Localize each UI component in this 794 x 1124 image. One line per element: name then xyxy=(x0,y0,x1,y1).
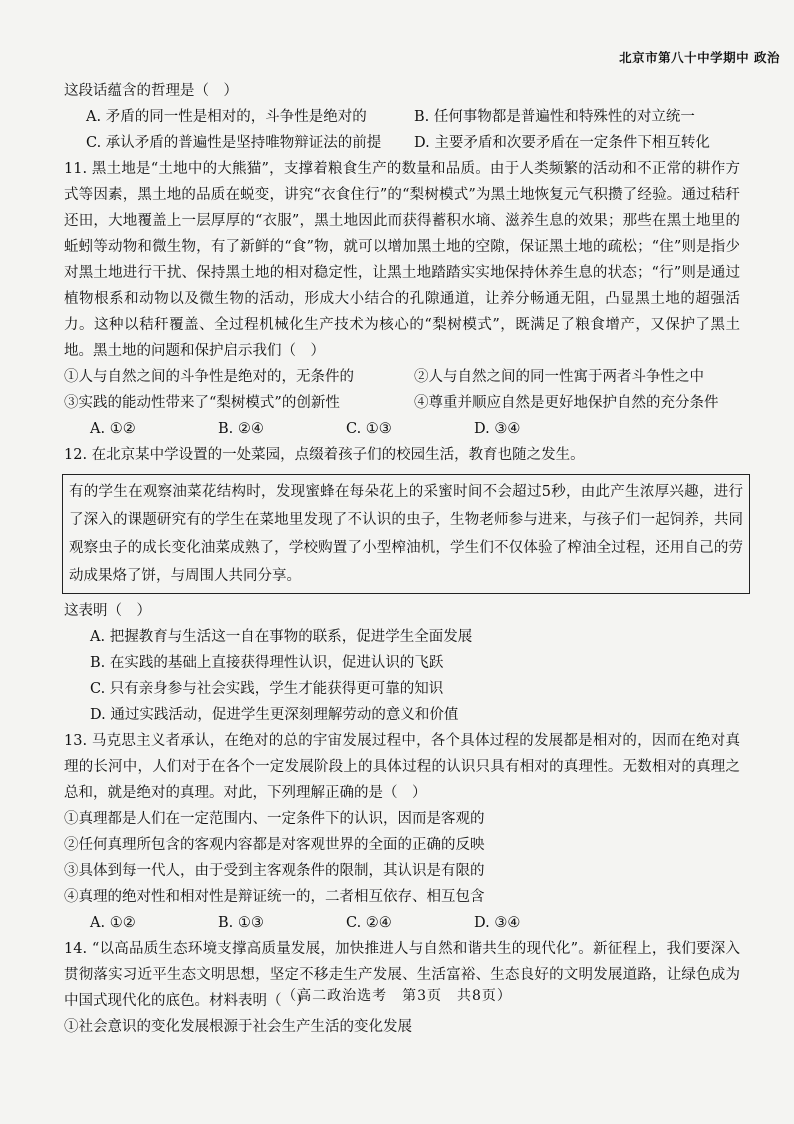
q10-stem: 这段话蕴含的哲理是（ ） xyxy=(64,83,238,99)
q12-option-a: A. 把握教育与生活这一自在事物的联系，促进学生全面发展 xyxy=(90,629,473,645)
q12-prompt: 这表明（ ） xyxy=(64,603,151,619)
q10-option-c: C. 承认矛盾的普遍性是坚持唯物辩证法的前提 xyxy=(86,135,382,151)
q12-option-d: D. 通过实践活动，促进学生更深刻理解劳动的意义和价值 xyxy=(90,707,459,723)
q10-options-row-2 xyxy=(64,130,740,156)
q10-option-b: B. 任何事物都是普遍性和特殊性的对立统一 xyxy=(414,109,695,125)
q12-material: 有的学生在观察油菜花结构时，发现蜜蜂在每朵花上的采蜜时间不会超过5秒，由此产生浓厚兴趣，进行了深入的课题研究有的学生在菜地里发现了不认识的虫子，生物老师参与进来，与孩子们一起饲养，共同观察虫子的成长变化油菜成熟了，学校购置了小型榨油机，学生们不仅体验了榨油全过程，还用自己的劳动成果烙了饼，与周围人共同分享。 xyxy=(69,484,743,584)
q11-option-d: D. ③④ xyxy=(474,421,521,437)
q11-item-3: ③实践的能动性带来了“梨树模式”的创新性 xyxy=(64,395,340,411)
q11-items-row-1 xyxy=(64,364,740,390)
q13-item-4: ④真理的绝对性和相对性是辩证统一的，二者相互依存、相互包含 xyxy=(64,889,485,905)
q12-option-c: C. 只有亲身参与社会实践，学生才能获得更可靠的知识 xyxy=(90,681,444,697)
q11-items-row-2 xyxy=(64,390,740,416)
q11-option-a: A. ①② xyxy=(90,421,136,437)
q12-option-b: B. 在实践的基础上直接获得理性认识，促进认识的飞跃 xyxy=(90,655,444,671)
q10-option-d: D. 主要矛盾和次要矛盾在一定条件下相互转化 xyxy=(414,135,710,151)
q12-material-box xyxy=(62,474,750,594)
q11-option-c: C. ①③ xyxy=(346,421,392,437)
q14-item-1: ①社会意识的变化发展根源于社会生产生活的变化发展 xyxy=(64,1019,412,1035)
q11-stem: 11. 黑土地是“土地中的大熊猫”，支撑着粮食生产的数量和品质。由于人类频繁的活动和不正常的耕作方式等因素，黑土地的品质在蜕变，讲究“衣食住行”的“梨树模式”为黑土地恢复元气积攒了经验。通过秸秆还田，大地覆盖上一层厚厚的“衣服”，黑土地因此而获得蓄积水墒、滋养生息的效果；那些在黑土地里的蚯蚓等动物和微生物，有了新鲜的“食”物，就可以增加黑土地的空隙，保证黑土地的疏松；“住”则是指少对黑土地进行干扰、保持黑土地的相对稳定性，让黑土地踏踏实实地保持休养生息的状态；“行”则是通过植物根系和动物以及微生物的活动，形成大小结合的孔隙通道，让养分畅通无阻，凸显黑土地的超强活力。这种以秸秆覆盖、全过程机械化生产技术为核心的“梨树模式”，既满足了粮食增产，又保护了黑土地。黑土地的问题和保护启示我们（ ） xyxy=(64,161,740,359)
page-header: 北京市第八十中学期中 政治 xyxy=(619,50,780,65)
q11-item-1: ①人与自然之间的斗争性是绝对的，无条件的 xyxy=(64,369,354,385)
q13-options xyxy=(64,910,740,936)
q14-stem: 14. “以高品质生态环境支撑高质量发展，加快推进人与自然和谐共生的现代化”。新征程上，我们要深入贯彻落实习近平生态文明思想，坚定不移走生产发展、生活富裕、生态良好的文明发展道路，让绿色成为中国式现代化的底色。材料表明（ ） xyxy=(64,941,740,1009)
page-footer: （高二政治选考 第3页 共8页） xyxy=(282,988,512,1004)
q11-item-2: ②人与自然之间的同一性寓于两者斗争性之中 xyxy=(414,369,704,385)
page-content xyxy=(64,78,743,1040)
q13-item-2: ②任何真理所包含的客观内容都是对客观世界的全面的正确的反映 xyxy=(64,837,485,853)
q10-option-a: A. 矛盾的同一性是相对的，斗争性是绝对的 xyxy=(86,109,367,125)
q13-item-1: ①真理都是人们在一定范围内、一定条件下的认识，因而是客观的 xyxy=(64,811,485,827)
q11-item-4: ④尊重并顺应自然是更好地保护自然的充分条件 xyxy=(414,395,719,411)
q10-options-row-1 xyxy=(64,104,740,130)
q13-option-c: C. ②④ xyxy=(346,915,392,931)
q13-option-b: B. ①③ xyxy=(218,915,264,931)
q13-stem: 13. 马克思主义者承认，在绝对的总的宇宙发展过程中，各个具体过程的发展都是相对的，因而在绝对真理的长河中，人们对于在各个一定发展阶段上的具体过程的认识只具有相对的真理性。无数相对的真理之总和，就是绝对的真理。对此，下列理解正确的是（ ） xyxy=(64,733,740,801)
q11-options xyxy=(64,416,740,442)
q13-option-d: D. ③④ xyxy=(474,915,521,931)
q12-stem: 12. 在北京某中学设置的一处菜园，点缀着孩子们的校园生活，教育也随之发生。 xyxy=(64,447,585,463)
q11-option-b: B. ②④ xyxy=(218,421,264,437)
q13-option-a: A. ①② xyxy=(90,915,136,931)
q13-item-3: ③具体到每一代人，由于受到主客观条件的限制，其认识是有限的 xyxy=(64,863,485,879)
